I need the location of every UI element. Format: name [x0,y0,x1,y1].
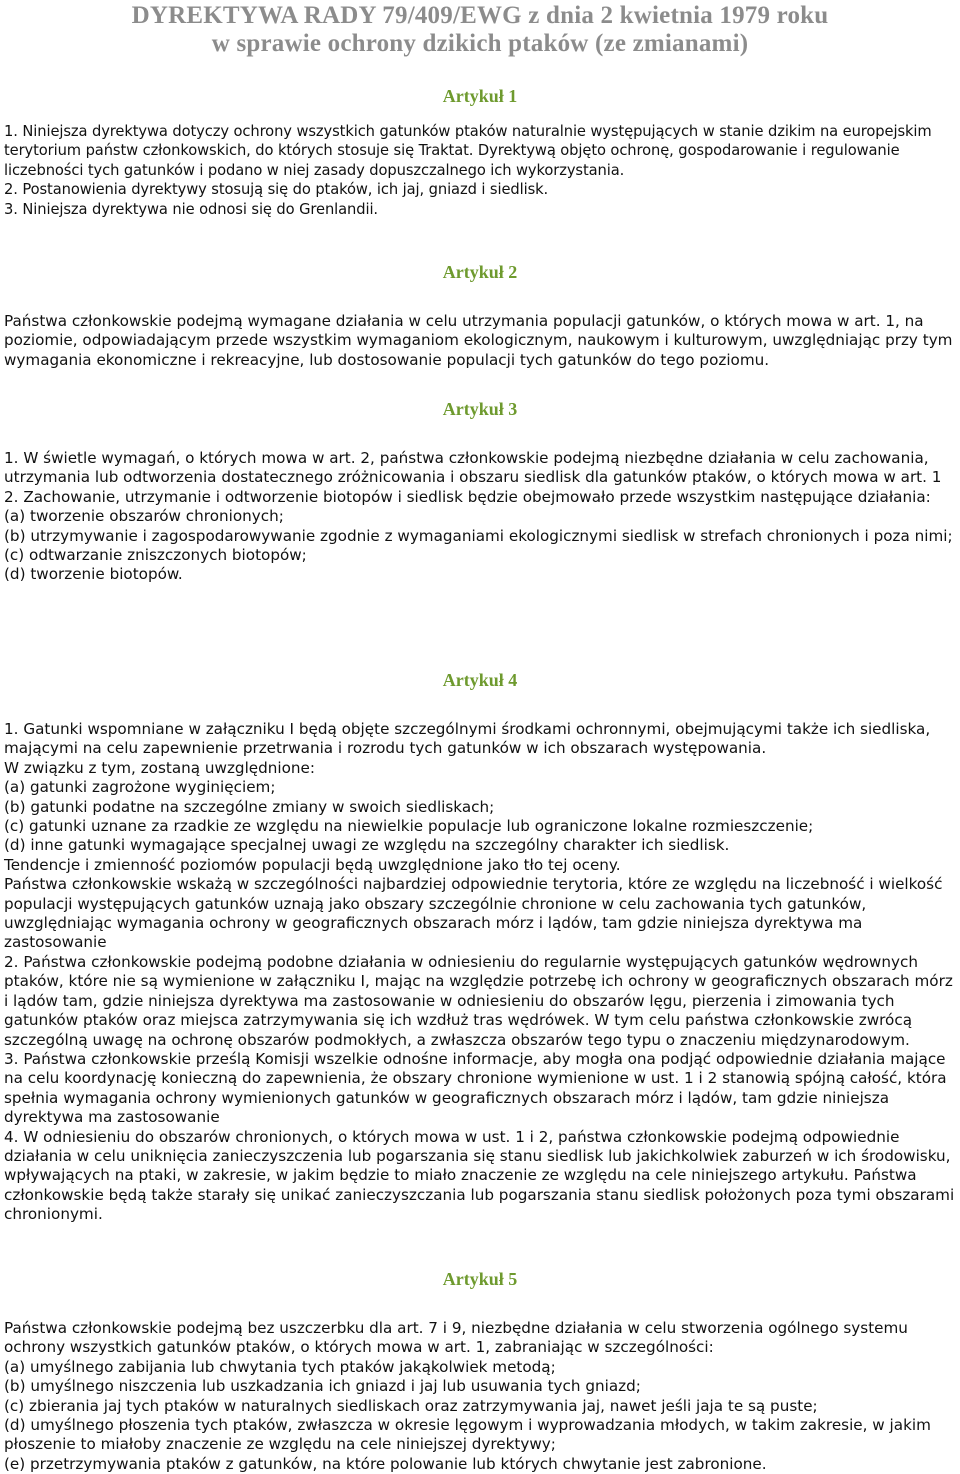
article-3-point-1: 1. W świetle wymagań, o których mowa w art. 2, państwa członkowskie podejmą niezbędne działania w celu zachowania, utrzymania lub odtworzenia dostatecznego zróżnicowania i obszaru siedlisk dla gatunków ptaków, o których mowa w art. 1 [4,449,942,487]
article-1-body [4,122,956,219]
article-4-heading: Artykuł 4 [442,670,518,690]
article-5-item-e: (e) przetrzymywania ptaków z gatunków, na które polowanie lub których chwytanie jest zabronione. [4,1454,767,1473]
article-4-body [4,720,956,1225]
article-4-item-c: (c) gatunki uznane za rzadkie ze względu na niewielkie populacje lub ograniczone lokalne rozmieszczenie; [4,817,814,836]
article-1-point-2: 2. Postanowienia dyrektywy stosują się do ptaków, ich jaj, gniazd i siedlisk. [4,181,549,199]
article-5-item-c: (c) zbierania jaj tych ptaków w naturalnych siedliskach oraz zatrzymywania jaj, nawet jeśli jaja te są puste; [4,1396,818,1415]
article-5-item-a: (a) umyślnego zabijania lub chwytania tych ptaków jakąkolwiek metodą; [4,1357,556,1376]
title-line-1: DYREKTYWA RADY 79/409/EWG z dnia 2 kwietnia 1979 roku [131,2,829,29]
article-5-heading: Artykuł 5 [442,1269,518,1289]
article-5-item-b: (b) umyślnego niszczenia lub uszkadzania ich gniazd i jaj lub usuwania tych gniazd; [4,1377,641,1396]
article-3-item-d: (d) tworzenie biotopów. [4,565,183,584]
article-5-intro: Państwa członkowskie podejmą bez uszczerbku dla art. 7 i 9, niezbędne działania w celu stworzenia ogólnego systemu ochrony wszystkich gatunków ptaków, o których mowa w art. 1, zabraniając w szczególności: [4,1319,908,1357]
title-line-2: w sprawie ochrony dzikich ptaków (ze zmianami) [211,30,749,57]
article-2-heading: Artykuł 2 [442,262,518,282]
article-4-item-b: (b) gatunki podatne na szczególne zmiany w swoich siedliskach; [4,797,495,816]
article-3-item-b: (b) utrzymywanie i zagospodarowywanie zgodnie z wymaganiami ekologicznymi siedlisk w strefach chronionych i poza nimi; [4,526,953,545]
article-4-territories: Państwa członkowskie wskażą w szczególności najbardziej odpowiednie terytoria, które ze względu na liczebność i wielkość populacji występujących gatunków uznają jako obszary szczególnie chronione w celu zachowania tych gatunków, uwzględniając wymagania ochrony w geograficznych obszarach mórz i lądów, tam gdzie niniejsza dyrektywa ma zastosowanie [4,875,943,952]
article-4-item-a: (a) gatunki zagrożone wyginięciem; [4,778,276,797]
article-1-point-3: 3. Niniejsza dyrektywa nie odnosi się do Grenlandii. [4,200,378,218]
article-5-body [4,1319,956,1474]
article-4-point-1: 1. Gatunki wspomniane w załączniku I będą objęte szczególnymi środkami ochronnymi, obejmującymi także ich siedliska, mającymi na celu zapewnienie przetrwania i rozrodu tych gatunków w ich obszarach występowania. [4,720,931,758]
article-1-heading: Artykuł 1 [442,86,518,106]
article-5-item-d: (d) umyślnego płoszenia tych ptaków, zwłaszcza w okresie lęgowym i wyprowadzania młodych, w takim zakresie, w jakim płoszenie to miałoby znaczenie ze względu na cele niniejszej dyrektywy; [4,1416,931,1454]
article-3-body [4,449,956,585]
article-4-intro: W związku z tym, zostaną uwzględnione: [4,758,315,777]
article-2-paragraph: Państwa członkowskie podejmą wymagane działania w celu utrzymania populacji gatunków, o których mowa w art. 1, na poziomie, odpowiadającym przede wszystkim wymaganiom ekologicznym, naukowym i kulturowym, uwzględniając przy tym wymagania ekonomiczne i rekreacyjne, lub dostosowanie populacji tych gatunków do tego poziomu. [4,312,953,369]
article-3-point-2: 2. Zachowanie, utrzymanie i odtworzenie biotopów i siedlisk będzie obejmowało przede wszystkim następujące działania: [4,487,931,506]
article-1-point-1: 1. Niniejsza dyrektywa dotyczy ochrony wszystkich gatunków ptaków naturalnie występujących w stanie dzikim na europejskim terytorium państw członkowskich, do których stosuje się Traktat. Dyrektywą objęto ochronę, gospodarowanie i regulowanie liczebności tych gatunków i podano w niej zasady dopuszczalnego ich wykorzystania. [4,123,932,179]
article-4-item-d: (d) inne gatunki wymagające specjalnej uwagi ze względu na szczególny charakter ich siedlisk. [4,836,730,855]
article-4-trends: Tendencje i zmienność poziomów populacji będą uwzględnione jako tło tej oceny. [4,855,621,874]
article-3-heading: Artykuł 3 [442,399,518,419]
article-4-point-3: 3. Państwa członkowskie prześlą Komisji wszelkie odnośne informacje, aby mogła ona podjąć odpowiednie działania mające na celu koordynację konieczną do zapewnienia, że obszary chronione wymienione w ust. 1 i 2 stanowią spójną całość, która spełnia wymagania ochrony wymienionych gatunków w geograficznych obszarach mórz i lądów, tam gdzie niniejsza dyrektywa ma zastosowanie [4,1049,947,1127]
document-title [0,2,960,58]
article-4-point-2: 2. Państwa członkowskie podejmą podobne działania w odniesieniu do regularnie występujących gatunków wędrownych ptaków, które nie są wymienione w załączniku I, mając na względzie potrzebę ich ochrony w geograficznych obszarach mórz i lądów tam, gdzie niniejsza dyrektywa ma zastosowanie w odniesieniu do obszarów lęgu, pierzenia i zimowania tych gatunków ptaków oraz miejsca zatrzymywania się ich wzdłuż tras wędrówek. W tym celu państwa członkowskie zwrócą szczególną uwagę na ochronę obszarów podmokłych, a zwłaszcza obszarów tego typu o znaczeniu międzynarodowym. [4,952,953,1049]
article-3-item-a: (a) tworzenie obszarów chronionych; [4,507,284,526]
article-4-point-4: 4. W odniesieniu do obszarów chronionych, o których mowa w ust. 1 i 2, państwa członkowskie podejmą odpowiednie działania w celu uniknięcia zanieczyszczenia lub pogarszania się stanu siedlisk lub jakichkolwiek zaburzeń w ich środowisku, wpływających na ptaki, w zakresie, w jakim będzie to miało znaczenie ze względu na cele niniejszego artykułu. Państwa członkowskie będą także starały się unikać zanieczyszczania lub pogarszania stanu siedlisk położonych poza tymi obszarami chronionymi. [4,1127,955,1224]
article-2-body [4,312,956,370]
article-3-item-c: (c) odtwarzanie zniszczonych biotopów; [4,546,307,565]
